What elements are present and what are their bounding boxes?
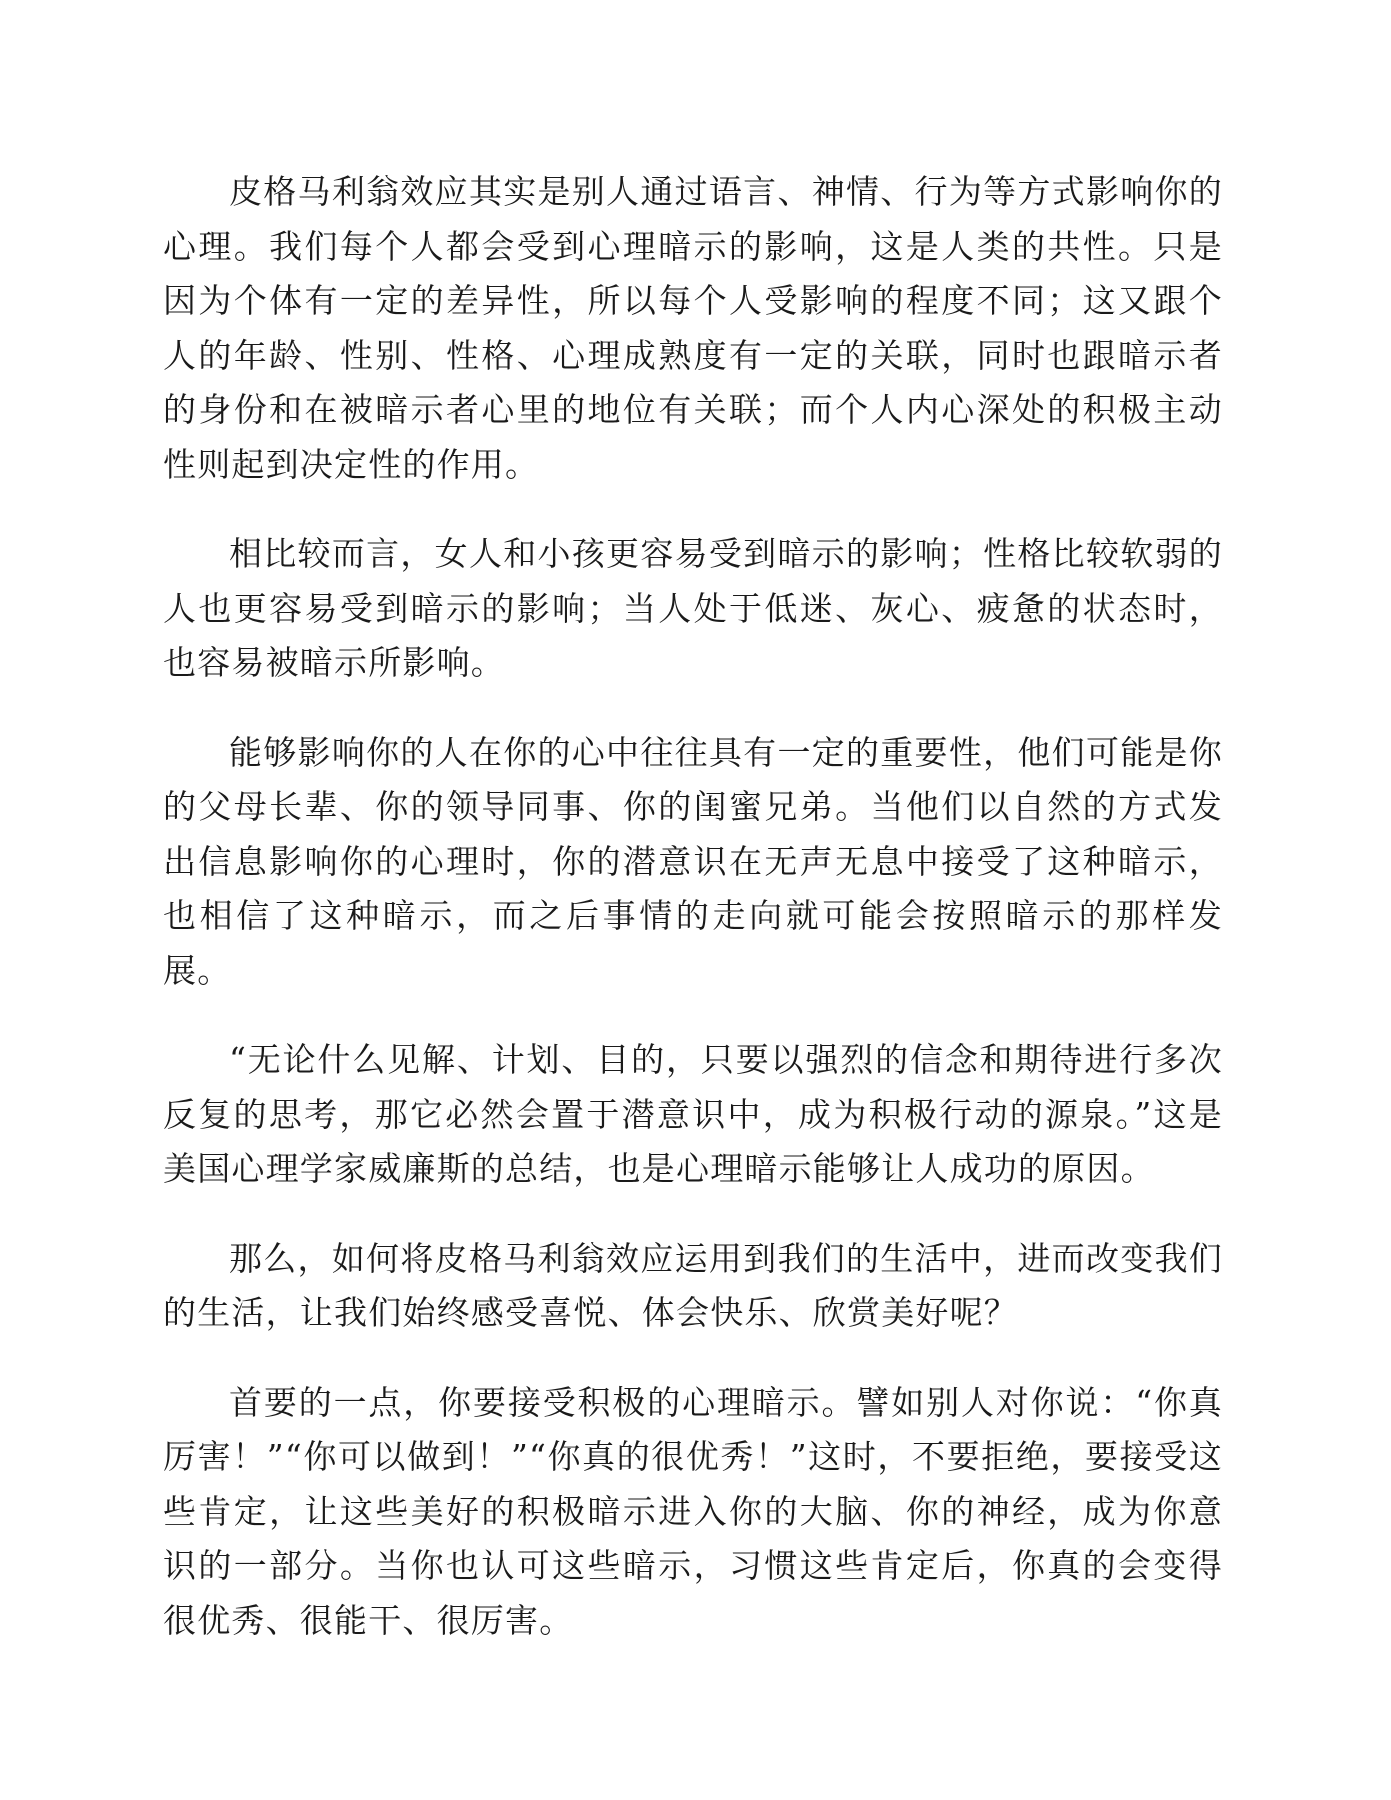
document-body xyxy=(163,165,1223,1683)
paragraph-2: 相比较而言，女人和小孩更容易受到暗示的影响；性格比较软弱的人也更容易受到暗示的影响；当人处于低迷、灰心、疲惫的状态时，也容易被暗示所影响。 xyxy=(163,534,1223,682)
paragraph-5: 那么，如何将皮格马利翁效应运用到我们的生活中，进而改变我们的生活，让我们始终感受喜悦、体会快乐、欣赏美好呢？ xyxy=(163,1238,1223,1332)
paragraph-4: “无论什么见解、计划、目的，只要以强烈的信念和期待进行多次反复的思考，那它必然会置于潜意识中，成为积极行动的源泉。”这是美国心理学家威廉斯的总结，也是心理暗示能够让人成功的原因。 xyxy=(163,1040,1223,1188)
paragraph-1: 皮格马利翁效应其实是别人通过语言、神情、行为等方式影响你的心理。我们每个人都会受到心理暗示的影响，这是人类的共性。只是因为个体有一定的差异性，所以每个人受影响的程度不同；这又跟个人的年龄、性别、性格、心理成熟度有一定的关联，同时也跟暗示者的身份和在被暗示者心里的地位有关联；而个人内心深处的积极主动性则起到决定性的作用。 xyxy=(163,172,1223,484)
paragraph-6: 首要的一点，你要接受积极的心理暗示。譬如别人对你说：“你真厉害！”“你可以做到！”“你真的很优秀！”这时，不要拒绝，要接受这些肯定，让这些美好的积极暗示进入你的大脑、你的神经，成为你意识的一部分。当你也认可这些暗示，习惯这些肯定后，你真的会变得很优秀、很能干、很厉害。 xyxy=(163,1382,1223,1640)
paragraph-3: 能够影响你的人在你的心中往往具有一定的重要性，他们可能是你的父母长辈、你的领导同事、你的闺蜜兄弟。当他们以自然的方式发出信息影响你的心理时，你的潜意识在无声无息中接受了这种暗示，也相信了这种暗示，而之后事情的走向就可能会按照暗示的那样发展。 xyxy=(163,732,1223,990)
